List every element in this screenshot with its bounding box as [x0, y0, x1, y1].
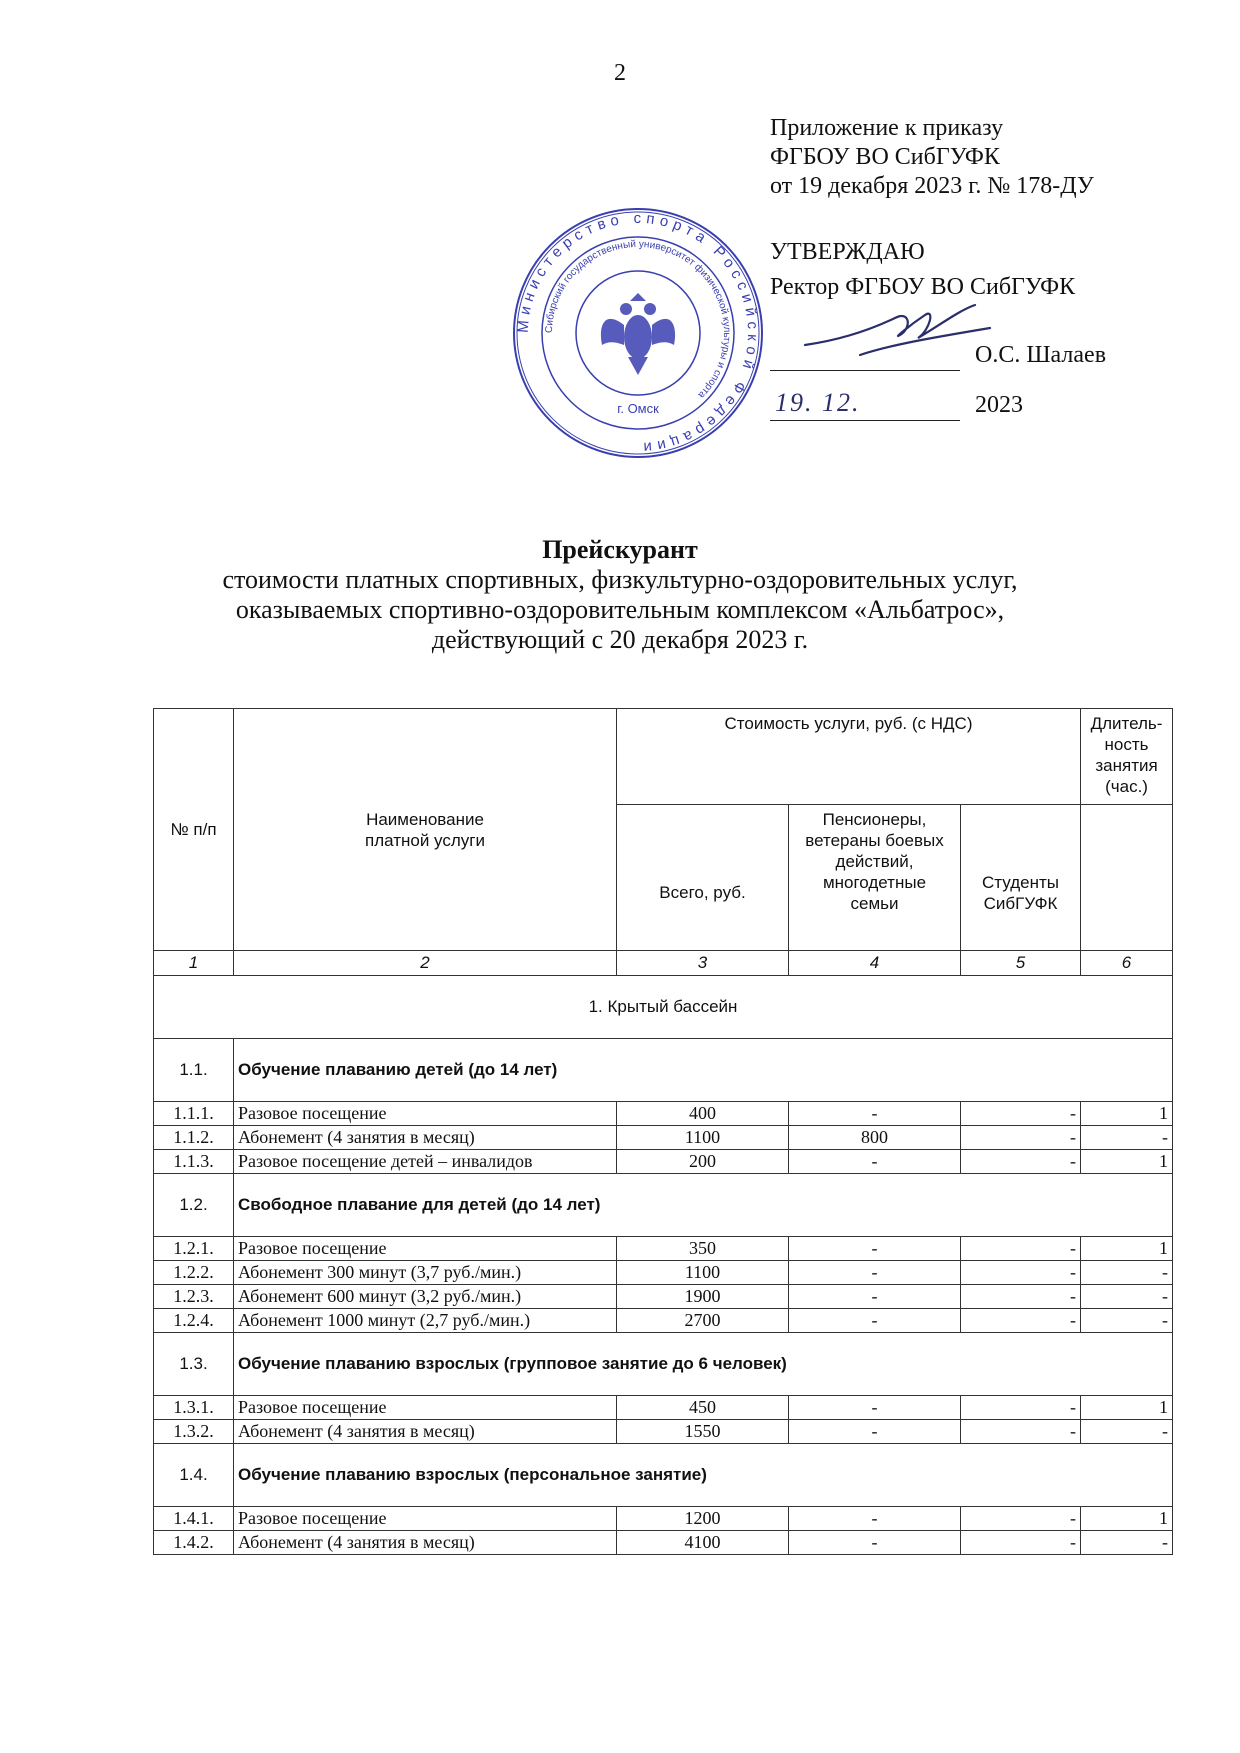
page-number: 2 [614, 60, 626, 86]
item-code: 1.2.2. [154, 1261, 234, 1285]
item-pensioners-price: - [789, 1102, 961, 1126]
appendix-line: от 19 декабря 2023 г. № 178-ДУ [770, 173, 1094, 199]
header-duration [1081, 709, 1173, 805]
item-pensioners-price: - [789, 1285, 961, 1309]
item-code: 1.1.1. [154, 1102, 234, 1126]
item-students-price: - [961, 1102, 1081, 1126]
item-name: Абонемент 1000 минут (2,7 руб./мин.) [234, 1309, 617, 1333]
approve-word: УТВЕРЖДАЮ [770, 239, 925, 265]
stamp-city: г. Омск [617, 401, 659, 416]
table-row [154, 1102, 1173, 1126]
table-row [154, 1420, 1173, 1444]
appendix-line: Приложение к приказу [770, 115, 1004, 141]
header-total: Всего, руб. [617, 805, 789, 951]
item-students-price: - [961, 1420, 1081, 1444]
item-duration: - [1081, 1285, 1173, 1309]
item-name: Разовое посещение [234, 1237, 617, 1261]
price-table [153, 708, 1173, 1555]
header-students [961, 805, 1081, 951]
item-total-price: 1100 [617, 1126, 789, 1150]
item-pensioners-price: - [789, 1531, 961, 1555]
item-name: Разовое посещение [234, 1396, 617, 1420]
appendix-line: ФГБОУ ВО СибГУФК [770, 144, 1000, 170]
item-students-price: - [961, 1150, 1081, 1174]
header-pensioners-line: ветераны боевых [805, 831, 944, 850]
item-code: 1.2.3. [154, 1285, 234, 1309]
subsection-row [154, 1444, 1173, 1507]
item-pensioners-price: - [789, 1396, 961, 1420]
item-duration: 1 [1081, 1237, 1173, 1261]
item-name: Абонемент (4 занятия в месяц) [234, 1126, 617, 1150]
item-total-price: 200 [617, 1150, 789, 1174]
svg-text:Министерство спорта Российской: Министерство спорта Российской Федерации [514, 209, 762, 457]
column-number: 4 [789, 951, 961, 976]
table-row [154, 1309, 1173, 1333]
appendix-block [770, 114, 1094, 201]
header-duration-line: ность [1104, 735, 1149, 754]
svg-text:Сибирский государственный унив: Сибирский государственный университет физической культуры и спорта [543, 238, 733, 401]
item-name: Разовое посещение детей – инвалидов [234, 1150, 617, 1174]
item-duration: - [1081, 1126, 1173, 1150]
item-total-price: 1900 [617, 1285, 789, 1309]
item-pensioners-price: - [789, 1309, 961, 1333]
item-total-price: 450 [617, 1396, 789, 1420]
header-duration-line: Длитель- [1090, 714, 1163, 733]
column-number: 3 [617, 951, 789, 976]
item-students-price: - [961, 1309, 1081, 1333]
header-service-name [234, 709, 617, 951]
subsection-code: 1.3. [154, 1333, 234, 1396]
item-duration: - [1081, 1309, 1173, 1333]
item-code: 1.3.2. [154, 1420, 234, 1444]
header-service-name-line: платной услуги [365, 830, 485, 850]
approval-block [770, 238, 1075, 302]
header-num: № п/п [154, 709, 234, 951]
title-line: оказываемых спортивно-оздоровительным комплексом «Альбатрос», [235, 595, 1005, 624]
column-number-row [154, 951, 1173, 976]
table-row [154, 1150, 1173, 1174]
subsection-code: 1.2. [154, 1174, 234, 1237]
section-row [154, 976, 1173, 1039]
item-pensioners-price: - [789, 1261, 961, 1285]
item-code: 1.4.1. [154, 1507, 234, 1531]
item-students-price: - [961, 1531, 1081, 1555]
table-row [154, 1531, 1173, 1555]
item-duration: 1 [1081, 1507, 1173, 1531]
column-number: 1 [154, 951, 234, 976]
handwritten-date: 19. 12. [775, 388, 861, 417]
item-students-price: - [961, 1261, 1081, 1285]
item-name: Разовое посещение [234, 1507, 617, 1531]
header-students-line: Студенты [982, 872, 1059, 892]
item-code: 1.4.2. [154, 1531, 234, 1555]
table-header-row [154, 709, 1173, 805]
signature-icon [800, 300, 1000, 370]
item-code: 1.1.3. [154, 1150, 234, 1174]
item-pensioners-price: - [789, 1237, 961, 1261]
subsection-row [154, 1039, 1173, 1102]
item-pensioners-price: 800 [789, 1126, 961, 1150]
item-total-price: 1100 [617, 1261, 789, 1285]
table-row [154, 1126, 1173, 1150]
table-row [154, 1396, 1173, 1420]
item-students-price: - [961, 1126, 1081, 1150]
item-name: Абонемент (4 занятия в месяц) [234, 1531, 617, 1555]
document-title [0, 535, 1240, 655]
header-cost-group: Стоимость услуги, руб. (с НДС) [617, 709, 1081, 805]
item-name: Абонемент (4 занятия в месяц) [234, 1420, 617, 1444]
table-body [154, 1039, 1173, 1555]
item-name: Абонемент 300 минут (3,7 руб./мин.) [234, 1261, 617, 1285]
item-code: 1.1.2. [154, 1126, 234, 1150]
column-number: 5 [961, 951, 1081, 976]
header-duration-line: занятия [1095, 756, 1158, 775]
item-name: Разовое посещение [234, 1102, 617, 1126]
table-row [154, 1237, 1173, 1261]
header-pensioners-line: действий, [835, 852, 914, 871]
header-students-line: СибГУФК [983, 893, 1058, 913]
header-pensioners-line: Пенсионеры, [822, 810, 927, 829]
item-name: Абонемент 600 минут (3,2 руб./мин.) [234, 1285, 617, 1309]
item-students-price: - [961, 1507, 1081, 1531]
item-duration: 1 [1081, 1396, 1173, 1420]
official-stamp-icon [510, 205, 766, 461]
item-duration: - [1081, 1420, 1173, 1444]
item-total-price: 4100 [617, 1531, 789, 1555]
table-row [154, 1261, 1173, 1285]
item-duration: - [1081, 1531, 1173, 1555]
item-duration: 1 [1081, 1150, 1173, 1174]
item-code: 1.3.1. [154, 1396, 234, 1420]
header-pensioners [789, 805, 961, 951]
item-pensioners-price: - [789, 1507, 961, 1531]
table-row [154, 1285, 1173, 1309]
subsection-code: 1.1. [154, 1039, 234, 1102]
header-pensioners-line: семьи [850, 894, 899, 913]
subsection-name: Обучение плаванию взрослых (персональное занятие) [234, 1444, 1173, 1507]
section-title: 1. Крытый бассейн [154, 976, 1173, 1039]
header-duration-empty [1081, 805, 1173, 951]
column-number: 6 [1081, 951, 1173, 976]
item-total-price: 350 [617, 1237, 789, 1261]
rector-position: Ректор ФГБОУ ВО СибГУФК [770, 274, 1076, 300]
column-number: 2 [234, 951, 617, 976]
header-pensioners-line: многодетные [822, 873, 927, 892]
header-duration-line: (час.) [1105, 777, 1148, 796]
item-students-price: - [961, 1285, 1081, 1309]
item-pensioners-price: - [789, 1420, 961, 1444]
item-students-price: - [961, 1237, 1081, 1261]
item-total-price: 1200 [617, 1507, 789, 1531]
subsection-row [154, 1174, 1173, 1237]
subsection-name: Обучение плаванию взрослых (групповое занятие до 6 человек) [234, 1333, 1173, 1396]
item-code: 1.2.1. [154, 1237, 234, 1261]
header-service-name-line: Наименование [366, 809, 484, 829]
item-total-price: 1550 [617, 1420, 789, 1444]
title-line: действующий с 20 декабря 2023 г. [431, 625, 809, 654]
title-line: стоимости платных спортивных, физкультурно-оздоровительных услуг, [222, 565, 1018, 594]
item-pensioners-price: - [789, 1150, 961, 1174]
item-duration: 1 [1081, 1102, 1173, 1126]
rector-name: О.С. Шалаев [975, 342, 1107, 368]
item-total-price: 400 [617, 1102, 789, 1126]
item-total-price: 2700 [617, 1309, 789, 1333]
approval-year: 2023 [975, 392, 1023, 418]
subsection-code: 1.4. [154, 1444, 234, 1507]
item-students-price: - [961, 1396, 1081, 1420]
table-row [154, 1507, 1173, 1531]
subsection-name: Обучение плаванию детей (до 14 лет) [234, 1039, 1173, 1102]
item-code: 1.2.4. [154, 1309, 234, 1333]
item-duration: - [1081, 1261, 1173, 1285]
title-main: Прейскурант [542, 535, 698, 564]
subsection-name: Свободное плавание для детей (до 14 лет) [234, 1174, 1173, 1237]
subsection-row [154, 1333, 1173, 1396]
